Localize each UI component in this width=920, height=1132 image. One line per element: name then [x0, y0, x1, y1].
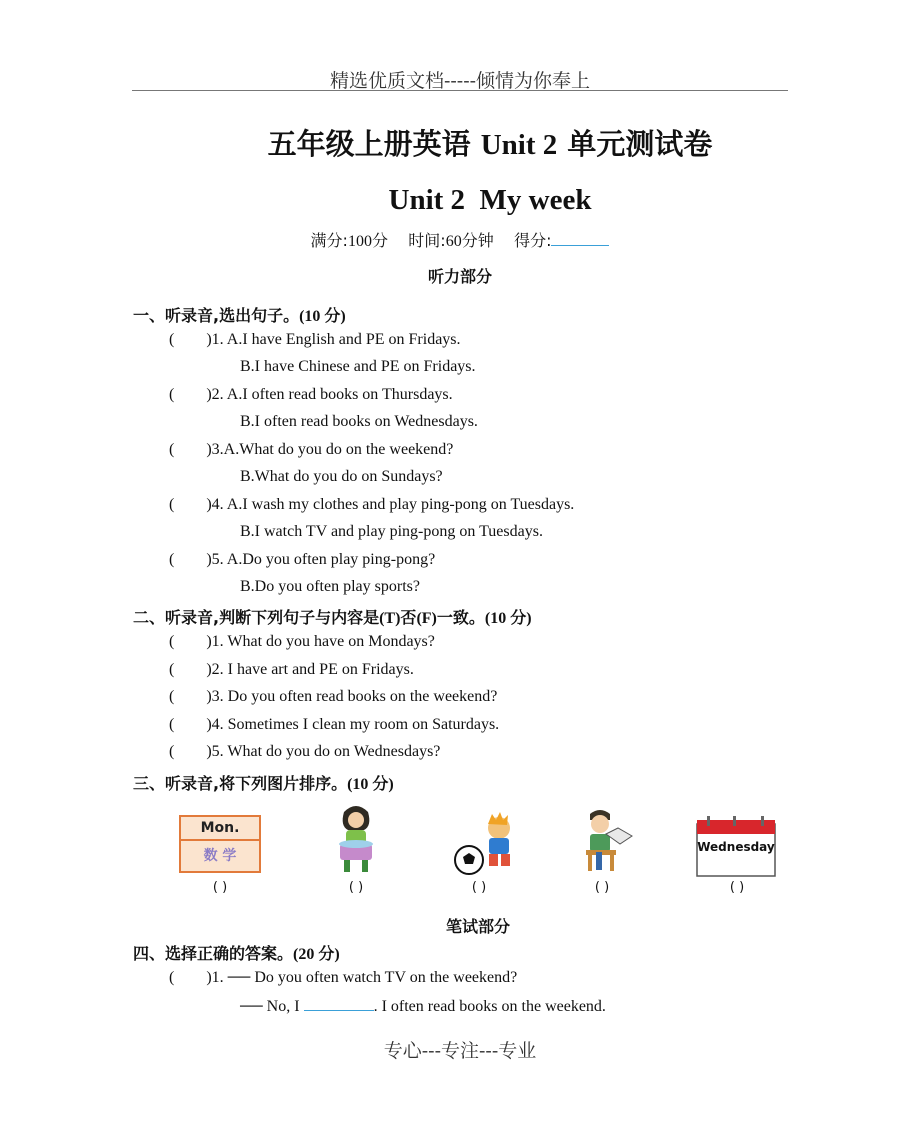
picture-2	[300, 800, 420, 900]
picture-3	[425, 800, 545, 900]
picture-1	[170, 800, 290, 900]
s1-option-1b: B.I have Chinese and PE on Fridays.	[240, 358, 476, 375]
page-header: 精选优质文档-----倾情为你奉上	[329, 70, 591, 92]
s4-answer-blank[interactable]	[304, 996, 374, 1011]
listening-part-heading: 听力部分	[427, 267, 492, 286]
title-zh-before: 五年级上册英语	[267, 127, 471, 161]
section1-heading: 一、听录音,选出句子。(10 分)	[133, 306, 346, 325]
s1-option-2b: B.I often read books on Wednesdays.	[240, 413, 478, 430]
s2-question-3: ( )3. Do you often read books on the weekend?	[169, 688, 498, 705]
picture-5-answer[interactable]: ( )	[729, 880, 745, 895]
page-title	[0, 122, 920, 163]
s1-option-4b: B.I watch TV and play ping-pong on Tuesdays.	[240, 523, 543, 540]
s1-question-4: ( )4. A.I wash my clothes and play ping-pong on Tuesdays.	[169, 496, 575, 513]
title-zh-after: 单元测试卷	[567, 127, 713, 161]
section3-heading: 三、听录音,将下列图片排序。(10 分)	[133, 774, 394, 793]
section4-heading: 四、选择正确的答案。(20 分)	[133, 944, 340, 963]
s1-question-2: ( )2. A.I often read books on Thursdays.	[169, 386, 453, 403]
page-footer: 专心---专注---专业	[383, 1040, 537, 1062]
score-label: 得分:	[514, 231, 552, 250]
s2-question-2: ( )2. I have art and PE on Fridays.	[169, 661, 414, 678]
schedule-subject-label: 数 学	[203, 848, 237, 864]
picture-4	[550, 800, 670, 900]
s4-question-1: ( )1. ── Do you often watch TV on the weekend?	[169, 969, 518, 986]
score-blank[interactable]	[551, 231, 609, 246]
section2-heading: 二、听录音,判断下列句子与内容是(T)否(F)一致。(10 分)	[133, 608, 532, 627]
time-unit: 分钟	[461, 231, 494, 250]
picture-1-answer[interactable]: ( )	[212, 880, 228, 895]
full-score-value: 100	[347, 233, 372, 250]
time-label: 时间:	[408, 231, 446, 250]
s2-question-1: ( )1. What do you have on Mondays?	[169, 633, 435, 650]
s2-question-4: ( )4. Sometimes I clean my room on Saturdays.	[169, 716, 500, 733]
boy-playing-football-icon	[425, 800, 545, 880]
picture-4-answer[interactable]: ( )	[594, 880, 610, 895]
s2-question-5: ( )5. What do you do on Wednesdays?	[169, 743, 441, 760]
exam-meta	[0, 228, 920, 251]
full-score-label: 满分:	[310, 231, 348, 250]
writing-part-heading: 笔试部分	[445, 917, 510, 936]
s1-question-3: ( )3.A.What do you do on the weekend?	[169, 441, 454, 458]
s1-option-5b: B.Do you often play sports?	[240, 578, 420, 595]
s1-question-5: ( )5. A.Do you often play ping-pong?	[169, 551, 436, 568]
s1-option-3b: B.What do you do on Sundays?	[240, 468, 443, 485]
page-subtitle: Unit 2 My week	[388, 184, 592, 216]
boy-reading-book-icon	[550, 800, 670, 880]
s4-answer-1: ── No, I . I often read books on the weekend.	[240, 998, 606, 1015]
picture-row	[170, 800, 790, 900]
title-unit: Unit 2	[480, 129, 558, 161]
calendar-day-label: Wednesday	[697, 840, 775, 854]
picture-5	[675, 800, 795, 900]
time-value: 60	[445, 233, 462, 250]
s1-question-1: ( )1. A.I have English and PE on Fridays.	[169, 331, 461, 348]
picture-2-answer[interactable]: ( )	[348, 880, 364, 895]
girl-washing-clothes-icon	[300, 800, 420, 880]
schedule-day-label: Mon.	[200, 820, 240, 836]
full-score-unit: 分	[371, 231, 388, 250]
header-rule	[132, 90, 788, 91]
picture-3-answer[interactable]: ( )	[471, 880, 487, 895]
